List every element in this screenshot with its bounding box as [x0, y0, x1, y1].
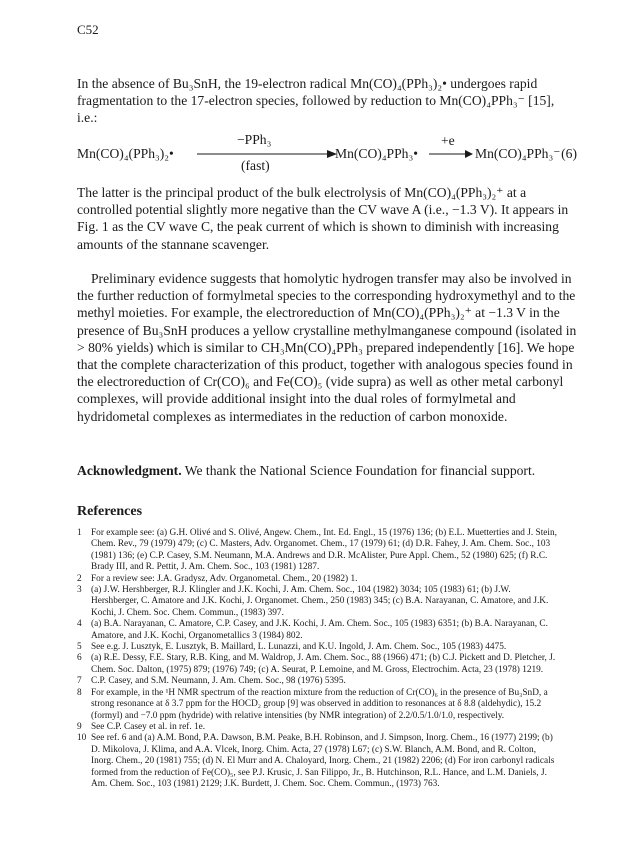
reference-text: (a) J.W. Hershberger, R.J. Klingler and J.K. Kochi, J. Am. Chem. Soc., 104 (1982) 3034; 105 (1983) 61; (b) J.W. Hershberger, C. Amatore and J.K. Kochi, J. Organomet. Chem., 250 (1983) 345; (c) B.A. Narayanan, C. Amatore, and J.K. Kochi, J. Chem. Soc. Chem. Commun., (1983) 397.: [91, 585, 549, 618]
reference-text: (a) B.A. Narayanan, C. Amatore, C.P. Casey, and J.K. Kochi, J. Am. Chem. Soc., 105 (1983) 6351; (b) B.A. Narayanan, C. Amatore, and J.K. Kochi, Organometallics 3 (1984) 802.: [91, 619, 548, 641]
reference-item: [77, 676, 557, 687]
reference-text: For example, in the ¹H NMR spectrum of the reaction mixture from the reduction of Cr(CO)₆ in the presence of Bu₃SnD, a strong resonance at δ 3.7 ppm for the HOCD₂ group [9] was observed in addition to resonances at δ 8.8 (aldehydic), 15.2 (formyl) and −7.0 ppm (hydride) with relative intensities (by NMR integration) of 2.2/0.5/1.0/1.0, respectively.: [91, 687, 548, 721]
equation-intermediate: Mn(CO)₄PPh₃•: [335, 146, 418, 161]
reference-text: See ref. 6 and (a) A.M. Bond, P.A. Dawson, B.M. Peake, B.H. Robinson, and J. Simpson, Inorg. Chem., 16 (1977) 2199; (b) D. Mikolova, J. Klima, and A.A. Vlcek, Inorg. Chim. Acta, 27 (1978) L67; (c) S.W. Blanch, A.M. Bond, and R. Colton, Inorg. Chem., 20 (1981) 755; (d) N. El Murr and A. Chaloyard, Inorg. Chem., 21 (1982) 2206; (d) For iron carbonyl radicals formed from the reduction of Fe(CO)₅, see P.J. Krusic, J. San Filippo, Jr., B. Hutchinson, R.L. Hance, and L.M. Daniels, J. Am. Chem. Soc., 103 (1981) 2129; J.K. Burdett, J. Chem. Soc. Chem. Commun., (1973) 763.: [91, 733, 555, 789]
paragraph-fragmentation: In the absence of Bu₃SnH, the 19-electron radical Mn(CO)₄(PPh₃)₂• undergoes rapid fragmentation to the 17-electron species, followed by reduction to Mn(CO)₄PPh₃⁻ [15], i.e.:: [77, 76, 555, 126]
equation-product: Mn(CO)₄PPh₃⁻: [475, 146, 561, 161]
reference-text: (a) R.E. Dessy, F.E. Stary, R.B. King, and M. Waldrop, J. Am. Chem. Soc., 88 (1966) 471; (b) C.J. Pickett and D. Pletcher, J. Chem. Soc. Dalton, (1975) 879; (1976) 749; (c) A. Seurat, P. Lemoine, and M. Gross, Electrochim. Acta, 23 (1978) 1219.: [91, 653, 556, 675]
arrow-1-bottom-label: (fast): [241, 158, 270, 173]
paragraph-preliminary-evidence: Preliminary evidence suggests that homolytic hydrogen transfer may also be involved in the further reduction of formylmetal species to the corresponding hydroxymethyl and to the methyl moieties. For example, the electroreduction of Mn(CO)₄(PPh₃)₂⁺ at −1.3 V in the presence of Bu₃SnH produces a yellow crystalline methylmanganese compound (isolated in > 80% yields) which is similar to CH₃Mn(CO)₄PPh₃ prepared independently [16]. We hope that the complete characterization of this product, together with analogous species found in the electroreduction of Cr(CO)₆ and Fe(CO)₅ (vide supra) as well as other metal carbonyl complexes, will provide additional insight into the dual roles of formylmetal and hydridometal complexes as intermediates in the reduction of carbon monoxide.: [77, 271, 577, 424]
reference-number: 7: [77, 676, 82, 687]
reference-item: [77, 585, 557, 619]
references-heading: References: [77, 504, 143, 519]
reference-number: 1: [77, 528, 82, 538]
reference-number: 9: [77, 721, 82, 732]
equation-6: [77, 131, 577, 181]
reference-item: [77, 733, 557, 790]
reference-number: 3: [77, 585, 82, 596]
reference-number: 10: [77, 733, 87, 744]
acknowledgment-heading: Acknowledgment.: [77, 463, 182, 478]
reference-text: See e.g. J. Lusztyk, E. Lusztyk, B. Maillard, L. Lunazzi, and K.U. Ingold, J. Am. Chem. Soc., 105 (1983) 4475.: [91, 642, 507, 653]
reference-number: 8: [77, 687, 82, 698]
arrow-2-top-label: +e: [441, 133, 455, 148]
reference-text: For example see: (a) G.H. Olivé and S. Olivé, Angew. Chem., Int. Ed. Engl., 15 (1976) 136; (b) E.L. Muetterties and J. Stein, Chem. Rev., 79 (1979) 479; (c) C. Masters, Adv. Organomet. Chem., 17 (1979) 61; (d) D.R. Fahey, J. Am. Chem. Soc., 103 (1981) 136; (e) C.P. Casey, S.M. Neumann, M.A. Andrews and D.R. McAlister, Pure Appl. Chem., 52 (1980) 625; (f) R.C. Brady III, and R. Pettit, J. Am. Chem. Soc., 103 (1981) 1287.: [91, 528, 557, 573]
reference-item: [77, 528, 557, 574]
paragraph-bulk-electrolysis: The latter is the principal product of the bulk electrolysis of Mn(CO)₄(PPh₃)₂⁺ at a controlled potential slightly more negative than the CV wave A (i.e., −1.3 V). It appears in Fig. 1 as the CV wave C, the peak current of which is shown to diminish with increasing amounts of the stannane scavenger.: [77, 185, 569, 252]
page-number: C52: [77, 22, 99, 37]
fast-arrow: [197, 131, 337, 179]
reference-number: 2: [77, 573, 82, 584]
reference-number: 6: [77, 653, 82, 664]
reference-item: [77, 722, 557, 733]
equation-number: (6): [561, 146, 577, 161]
acknowledgment: [77, 462, 577, 479]
reference-item: [77, 653, 557, 676]
reference-item: [77, 619, 557, 642]
reference-number: 5: [77, 642, 82, 653]
equation-reactant: Mn(CO)₄(PPh₃)₂•: [77, 146, 174, 161]
references-list: [77, 528, 557, 790]
reference-text: See C.P. Casey et al. in ref. 1e.: [91, 721, 206, 732]
reference-item: [77, 642, 557, 653]
reference-text: C.P. Casey, and S.M. Neumann, J. Am. Chem. Soc., 98 (1976) 5395.: [91, 676, 346, 687]
reference-number: 4: [77, 619, 82, 630]
reference-text: For a review see: J.A. Gradysz, Adv. Organometal. Chem., 20 (1982) 1.: [91, 573, 358, 584]
arrow-1-top-label: −PPh₃: [237, 132, 272, 147]
acknowledgment-text: We thank the National Science Foundation for financial support.: [181, 463, 536, 478]
reference-item: [77, 574, 557, 585]
reference-item: [77, 688, 557, 722]
